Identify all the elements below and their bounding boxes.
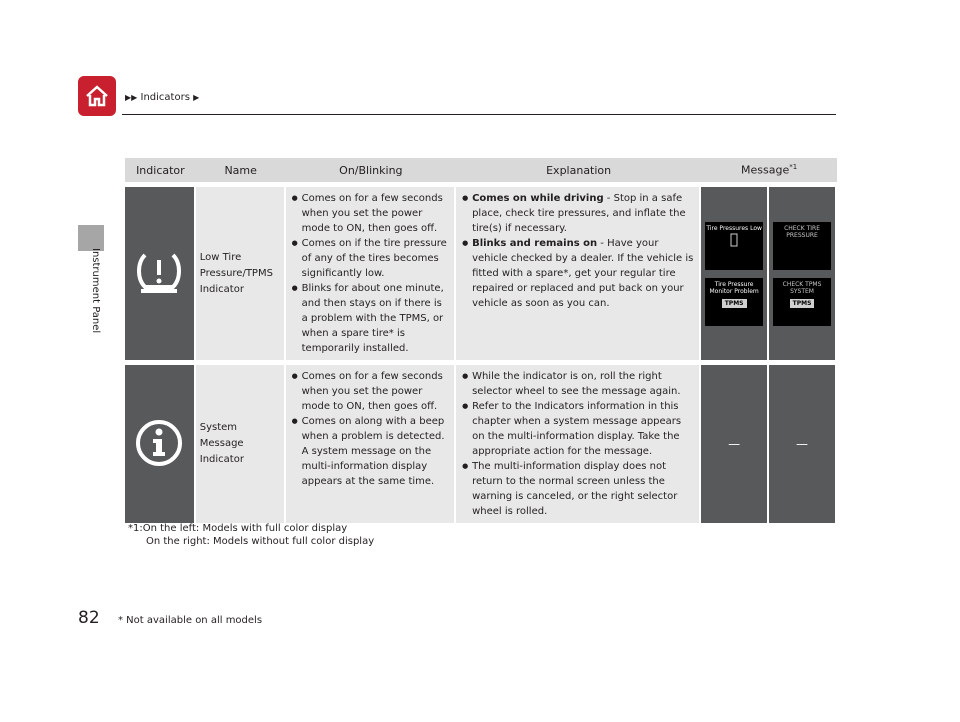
table-row	[125, 187, 837, 365]
message-cell-mono: —	[769, 365, 837, 523]
list-item: ● The multi-information display does not return to the normal screen unless the warning is canceled, or the right selector wheel is rolled.	[462, 459, 695, 519]
indicator-cell	[125, 187, 196, 365]
list-item: ● Comes on for a few seconds when you set the power mode to ON, then goes off.	[292, 369, 450, 414]
list-item: ● Comes on if the tire pressure of any of the tires becomes significantly low.	[292, 236, 450, 281]
page-number: 82	[78, 608, 100, 628]
breadcrumb[interactable]	[125, 92, 199, 103]
list-item: ● Blinks and remains on - Have your vehicle checked by a dealer. If the vehicle is fitted with a spare*, get your regular tire repaired or replaced and put back on your vehicle as soon as you can.	[462, 236, 695, 311]
section-side-label: Instrument Panel	[90, 248, 101, 334]
breadcrumb-label: Indicators	[140, 92, 190, 103]
list-item: ● Refer to the Indicators information in this chapter when a system message appears on the multi-information display. Take the appropriate action for the message.	[462, 399, 695, 459]
car-tire-icon	[727, 232, 741, 248]
message-cell-mono	[769, 187, 837, 365]
message-screen: Tire Pressure Monitor Problem TPMS	[705, 278, 763, 326]
home-icon	[84, 84, 110, 108]
header-message-footnote-ref: *1	[789, 163, 798, 172]
tire-pressure-warning-icon	[133, 249, 185, 295]
home-button[interactable]	[78, 76, 116, 116]
message-cell-color	[701, 187, 769, 365]
on-blinking-cell	[286, 365, 456, 523]
header-name: Name	[196, 158, 286, 187]
indicator-cell	[125, 365, 196, 523]
list-item: ● Comes on along with a beep when a problem is detected. A system message on the multi-information display appears at the same time.	[292, 414, 450, 489]
footnote-line: *1:On the left: Models with full color display	[128, 523, 348, 534]
indicator-name: Low Tire Pressure/TPMS Indicator	[196, 187, 286, 365]
list-item: ● Blinks for about one minute, and then stays on if there is a problem with the TPMS, or when a spare tire* is temporarily installed.	[292, 281, 450, 356]
header-divider	[122, 114, 836, 115]
message-screen: CHECK TPMS SYSTEM TPMS	[773, 278, 831, 326]
table-row	[125, 365, 837, 523]
list-item: ● Comes on for a few seconds when you set the power mode to ON, then goes off.	[292, 191, 450, 236]
header-on-blinking: On/Blinking	[286, 158, 456, 187]
indicator-table	[125, 158, 837, 523]
indicator-name: System Message Indicator	[196, 365, 286, 523]
table-header-row	[125, 158, 837, 187]
availability-note: * Not available on all models	[118, 615, 263, 626]
breadcrumb-arrow-icon: ▶▶	[125, 93, 138, 102]
message-screen: CHECK TIRE PRESSURE	[773, 222, 831, 270]
header-indicator: Indicator	[125, 158, 196, 187]
explanation-cell	[456, 365, 701, 523]
header-explanation: Explanation	[456, 158, 701, 187]
header-message-label: Message	[741, 163, 790, 177]
header-message	[701, 158, 837, 187]
message-cell-color: —	[701, 365, 769, 523]
message-screen: Tire Pressures Low	[705, 222, 763, 270]
footnote-line: On the right: Models without full color display	[146, 536, 375, 547]
table-footnote	[128, 522, 374, 548]
info-icon	[134, 418, 184, 468]
explanation-cell	[456, 187, 701, 365]
list-item: ● While the indicator is on, roll the right selector wheel to see the message again.	[462, 369, 695, 399]
list-item: ● Comes on while driving - Stop in a safe place, check tire pressures, and inflate the tire(s) if necessary.	[462, 191, 695, 236]
breadcrumb-arrow-icon: ▶	[193, 93, 200, 102]
on-blinking-cell	[286, 187, 456, 365]
